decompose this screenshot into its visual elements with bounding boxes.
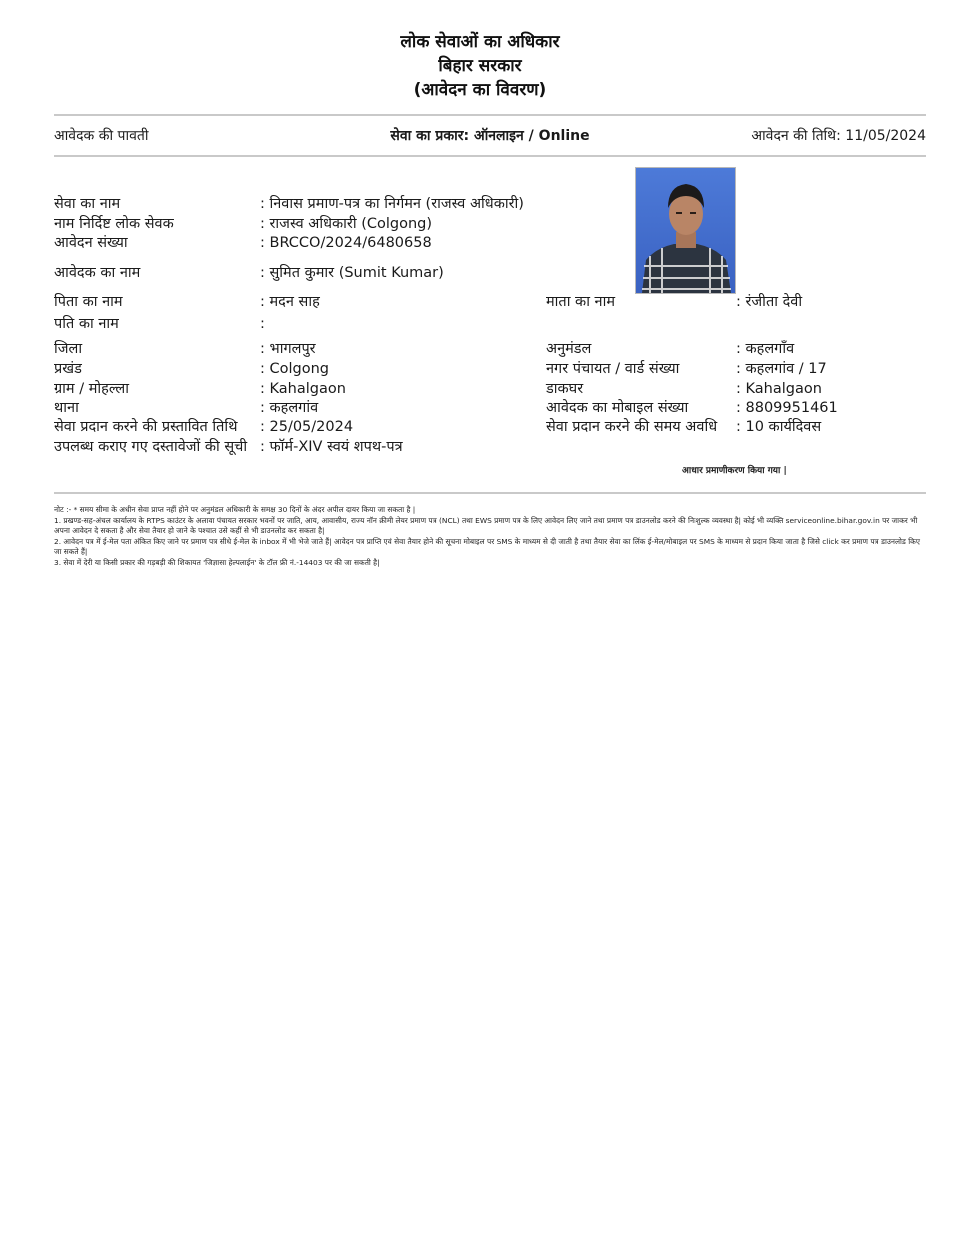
proposed-date-value: : 25/05/2024	[260, 419, 354, 435]
top-divider	[54, 114, 926, 116]
service-name-value: : निवास प्रमाण-पत्र का निर्गमन (राजस्व अधिकारी)	[260, 196, 524, 212]
post-office-label: डाकघर	[546, 381, 584, 397]
proposed-date-label: सेवा प्रदान करने की प्रस्तावित तिथि	[54, 419, 238, 435]
father-name-value: : मदन साह	[260, 294, 320, 310]
district-value: : भागलपुर	[260, 341, 316, 357]
subbar-divider	[54, 155, 926, 157]
father-name-label: पिता का नाम	[54, 294, 123, 310]
subdivision-value: : कहलगाँव	[736, 341, 795, 357]
mother-name-label: माता का नाम	[546, 294, 616, 310]
notes-divider	[54, 492, 926, 494]
application-number-label: आवेदन संख्या	[54, 235, 128, 251]
note-3: 3. सेवा में देरी या किसी प्रकार की गड़बड़ी की शिकायत 'जिज्ञासा हेल्पलाईन' के टॉल फ्री नं.-14403 पर की जा सकती है|	[54, 557, 380, 567]
husband-name-value: :	[260, 316, 265, 332]
husband-name-label: पति का नाम	[54, 316, 119, 332]
block-value: : Colgong	[260, 361, 329, 377]
application-number-value: : BRCCO/2024/6480658	[260, 235, 432, 251]
documents-value: : फॉर्म-XIV स्वयं शपथ-पत्र	[260, 439, 403, 455]
applicant-name-value: : सुमित कुमार (Sumit Kumar)	[260, 265, 444, 281]
block-label: प्रखंड	[54, 361, 82, 377]
applicant-name-label: आवेदक का नाम	[54, 265, 141, 281]
note-1: 1. प्रखण्ड-सह-अंचल कार्यालय के RTPS काउंटर के अलावा पंचायत सरकार भवनों पर जाति, आय, आवासीय, राज्य नॉन क्रीमी लेयर प्रमाण पत्र (NCL) तथा EWS प्रमाण पत्र के लिए आवेदन लिए जाने तथा प्रमाण पत्र डाउनलोड करने की निःशुल्क व्यवस्था है| कोई भी व्यक्ति serviceonline.bihar.gov.in पर जाकर भी अपना आवेदन दे सकता है और सेवा तैयार हो जाने के पश्चात उसे कहीं से भी डाउनलोड कर सकता है|	[54, 515, 918, 536]
village-label: ग्राम / मोहल्ला	[54, 381, 129, 397]
applicant-photo-image	[636, 168, 735, 293]
acknowledgement-bar	[54, 126, 926, 146]
header-title: लोक सेवाओं का अधिकार	[400, 32, 560, 52]
header-subtitle: (आवेदन का विवरण)	[413, 80, 547, 100]
mobile-label: आवेदक का मोबाइल संख्या	[546, 400, 689, 416]
mother-name-value: : रंजीता देवी	[736, 294, 803, 310]
applicant-photo	[635, 167, 736, 294]
document-header	[0, 30, 960, 102]
note-appeal: नोट :- * समय सीमा के अधीन सेवा प्राप्त नहीं होने पर अनुमंडल अधिकारी के समक्ष 30 दिनों के अंदर अपील दायर किया जा सकता है |	[54, 505, 416, 514]
note-2: 2. आवेदन पत्र में ई-मेल पता अंकित किए जाने पर प्रमाण पत्र सीधे ई-मेल के inbox में भी भेजे जाते हैं| आवेदन पत्र प्राप्ति एवं सेवा तैयार होने की सूचना मोबाइल पर SMS के माध्यम से दी जाती है तथा तैयार सेवा का लिंक ई-मेल/मोबाइल पर SMS के माध्यम से प्रदान किया जाता है जिसे click कर प्रमाण पत्र डाउनलोड किए जा सकते हैं|	[54, 536, 920, 557]
panchayat-label: नगर पंचायत / वार्ड संख्या	[546, 361, 680, 377]
mobile-value: : 8809951461	[736, 400, 838, 416]
post-office-value: : Kahalgaon	[736, 381, 822, 397]
header-government: बिहार सरकार	[438, 56, 522, 76]
designated-officer-label: नाम निर्दिष्ट लोक सेवक	[54, 216, 174, 232]
designated-officer-value: : राजस्व अधिकारी (Colgong)	[260, 216, 432, 232]
district-label: जिला	[54, 341, 83, 357]
service-period-label: सेवा प्रदान करने की समय अवधि	[546, 419, 718, 435]
aadhaar-authentication-note: आधार प्रमाणीकरण किया गया |	[682, 466, 787, 476]
subdivision-label: अनुमंडल	[546, 341, 592, 357]
notes-section	[54, 505, 926, 569]
application-date: आवेदन की तिथि: 11/05/2024	[751, 128, 926, 144]
service-name-label: सेवा का नाम	[54, 196, 121, 212]
acknowledgement-label: आवेदक की पावती	[54, 128, 149, 144]
police-station-label: थाना	[54, 400, 79, 416]
service-type: सेवा का प्रकार: ऑनलाइन / Online	[390, 128, 590, 144]
panchayat-value: : कहलगांव / 17	[736, 361, 827, 377]
police-station-value: : कहलगांव	[260, 400, 319, 416]
service-period-value: : 10 कार्यदिवस	[736, 419, 822, 435]
documents-label: उपलब्ध कराए गए दस्तावेजों की सूची	[54, 439, 248, 455]
village-value: : Kahalgaon	[260, 381, 346, 397]
